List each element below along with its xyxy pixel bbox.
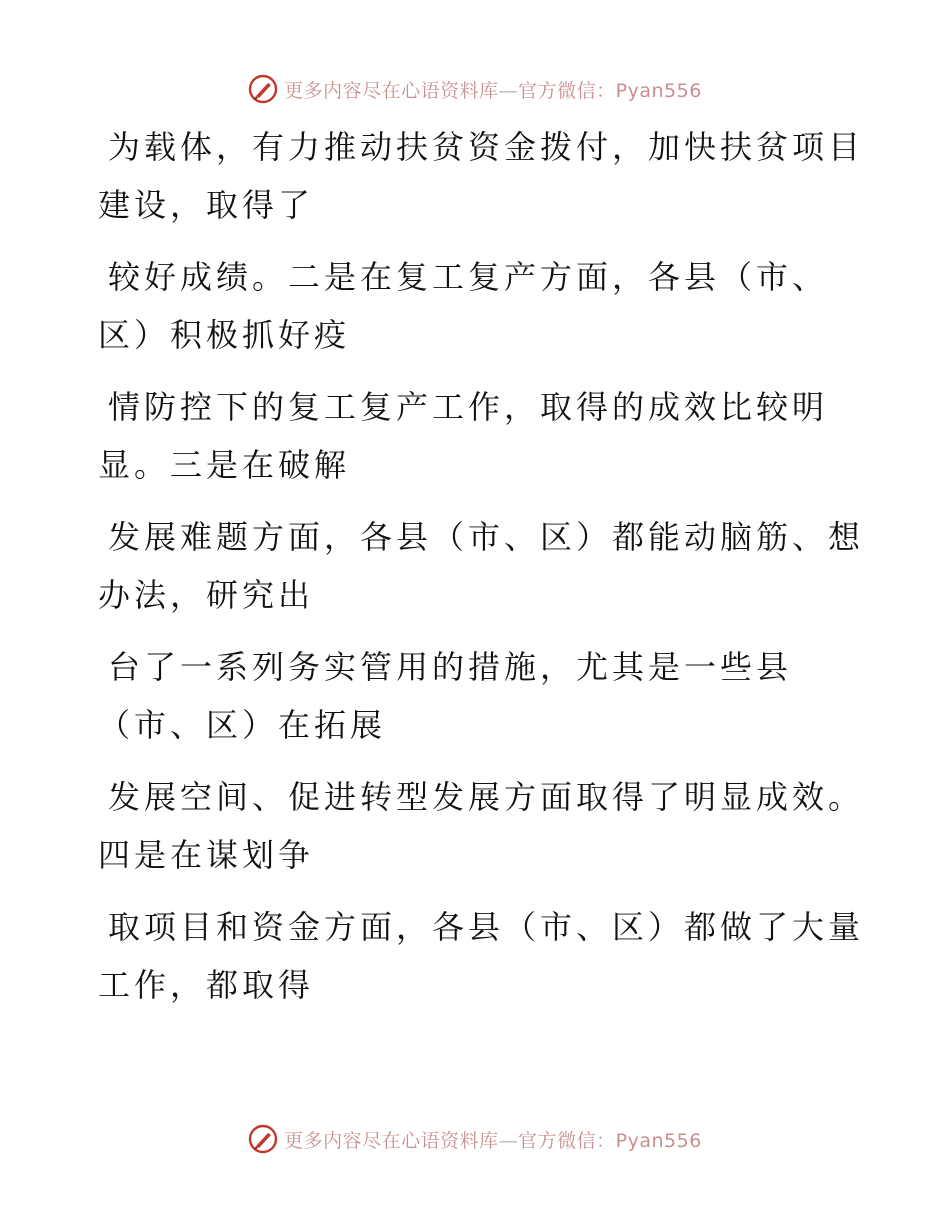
paragraph xyxy=(98,638,838,754)
header-separator: — xyxy=(498,79,519,102)
quill-logo-icon xyxy=(248,74,278,104)
footer-wechat: 官方微信：Pyan556 xyxy=(518,1129,702,1152)
paragraph xyxy=(98,248,838,364)
paragraph-line: 取项目和资金方面，各县（市、区）都做了大量 xyxy=(108,908,865,946)
footer-brand: 更多内容尽在心语资料库 xyxy=(284,1129,499,1152)
quill-logo-icon xyxy=(248,1124,278,1154)
header-brand: 更多内容尽在心语资料库 xyxy=(284,79,499,102)
paragraph-line: 工作，都取得 xyxy=(98,966,315,1004)
paragraph xyxy=(98,378,838,494)
header-watermark-text xyxy=(284,76,702,103)
paragraph-line: 发展难题方面，各县（市、区）都能动脑筋、想 xyxy=(108,518,865,556)
paragraph xyxy=(98,768,865,884)
footer-separator: — xyxy=(498,1129,519,1152)
paragraph-line: 四是在谋划争 xyxy=(98,836,315,874)
paragraph xyxy=(98,508,865,624)
paragraph-line: 台了一系列务实管用的措施，尤其是一些县 xyxy=(108,648,793,686)
paragraph-line: 发展空间、促进转型发展方面取得了明显成效。 xyxy=(108,778,865,816)
footer-watermark-text xyxy=(284,1126,702,1153)
paragraph xyxy=(98,118,865,234)
document-body xyxy=(98,118,865,1028)
paragraph-line: 建设，取得了 xyxy=(98,186,315,224)
paragraph-line: 显。三是在破解 xyxy=(98,446,351,484)
header-wechat: 官方微信：Pyan556 xyxy=(518,79,702,102)
header-watermark xyxy=(0,69,950,109)
paragraph-line: 区）积极抓好疫 xyxy=(98,316,351,354)
paragraph-line: 较好成绩。二是在复工复产方面，各县（市、 xyxy=(108,258,829,296)
paragraph xyxy=(98,898,865,1014)
footer-watermark xyxy=(0,1119,950,1159)
paragraph-line: 为载体，有力推动扶贫资金拨付，加快扶贫项目 xyxy=(108,128,865,166)
paragraph-line: 情防控下的复工复产工作，取得的成效比较明 xyxy=(108,388,829,426)
paragraph-line: （市、区）在拓展 xyxy=(98,706,387,744)
paragraph-line: 办法，研究出 xyxy=(98,576,315,614)
